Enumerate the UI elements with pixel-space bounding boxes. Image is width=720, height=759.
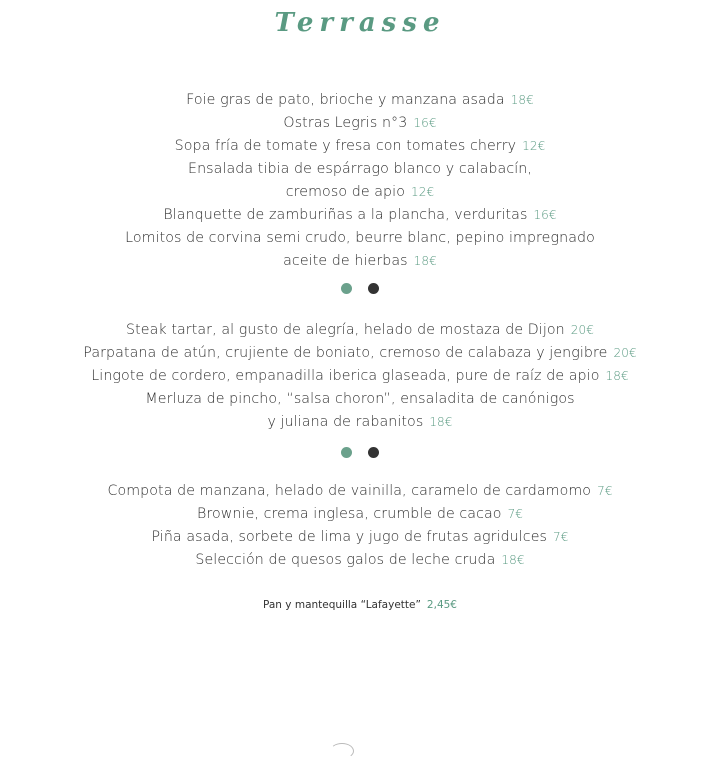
bread-butter-note bbox=[0, 599, 720, 611]
dish-price: 7€ bbox=[507, 507, 524, 521]
menu-item bbox=[0, 112, 720, 135]
dish-name: Parpatana de atún, crujiente de boniato, cremoso de calabaza y jengibre bbox=[83, 345, 608, 361]
menu-item bbox=[0, 181, 720, 204]
dish-price: 7€ bbox=[597, 484, 613, 498]
divider-dot-dark bbox=[368, 283, 379, 294]
menu-title: Terrasse bbox=[274, 8, 446, 38]
menu-item bbox=[0, 135, 720, 158]
dish-name: Ensalada tibia de espárrago blanco y calabacín, bbox=[188, 161, 532, 177]
menu-item bbox=[0, 319, 720, 342]
dish-price: 16€ bbox=[533, 208, 557, 222]
desserts-section bbox=[0, 480, 720, 572]
menu-item bbox=[0, 411, 720, 434]
dish-price: 12€ bbox=[522, 139, 546, 153]
menu-item bbox=[0, 388, 720, 411]
dish-price: 16€ bbox=[413, 116, 437, 130]
dish-name: Sopa fría de tomate y fresa con tomates cherry bbox=[174, 138, 517, 154]
menu-item bbox=[0, 89, 720, 112]
starters-section bbox=[0, 89, 720, 273]
menu-item bbox=[0, 250, 720, 273]
dish-name: Lingote de cordero, empanadilla iberica glaseada, pure de raíz de apio bbox=[91, 368, 600, 384]
menu-item bbox=[0, 526, 720, 549]
section-divider bbox=[0, 283, 720, 297]
dish-price: 7€ bbox=[553, 530, 569, 544]
footer-price: 2,45€ bbox=[426, 599, 457, 611]
dish-name: Blanquette de zamburiñas a la plancha, verduritas bbox=[163, 207, 528, 223]
dish-price: 20€ bbox=[613, 346, 637, 360]
dish-price: 18€ bbox=[605, 369, 629, 383]
footer-text: Pan y mantequilla “Lafayette” bbox=[263, 599, 421, 611]
dish-name: Foie gras de pato, brioche y manzana asada bbox=[186, 92, 505, 108]
menu-item bbox=[0, 342, 720, 365]
dish-price: 18€ bbox=[501, 553, 525, 567]
dish-name: cremoso de apio bbox=[285, 184, 405, 200]
dish-name: Lomitos de corvina semi crudo, beurre blanc, pepino impregnado bbox=[125, 230, 595, 246]
dish-name: Merluza de pincho, “salsa choron”, ensaladita de canónigos bbox=[145, 391, 575, 407]
menu-item bbox=[0, 503, 720, 526]
section-divider bbox=[0, 447, 720, 461]
dish-name: Selección de quesos galos de leche cruda bbox=[195, 552, 496, 568]
divider-dot-dark bbox=[368, 447, 379, 458]
dish-name: y juliana de rabanitos bbox=[267, 414, 424, 430]
dish-price: 12€ bbox=[410, 185, 435, 199]
divider-dot-green bbox=[341, 447, 352, 458]
menu-item bbox=[0, 204, 720, 227]
mains-section bbox=[0, 319, 720, 434]
menu-item bbox=[0, 158, 720, 181]
dish-name: Compota de manzana, helado de vainilla, caramelo de cardamomo bbox=[107, 483, 592, 499]
dish-price: 20€ bbox=[570, 323, 594, 337]
dish-price: 18€ bbox=[429, 415, 453, 429]
dish-price: 18€ bbox=[510, 93, 534, 107]
menu-item bbox=[0, 480, 720, 503]
menu-item bbox=[0, 365, 720, 388]
dish-name: Steak tartar, al gusto de alegría, helado de mostaza de Dijon bbox=[126, 322, 565, 338]
dish-price: 18€ bbox=[413, 254, 437, 268]
dish-name: Piña asada, sorbete de lima y jugo de frutas agridulces bbox=[151, 529, 548, 545]
divider-dot-green bbox=[341, 283, 352, 294]
dish-name: aceite de hierbas bbox=[283, 253, 408, 269]
logo-mark bbox=[330, 743, 354, 759]
dish-name: Ostras Legris n°3 bbox=[283, 115, 408, 131]
menu-item bbox=[0, 549, 720, 572]
menu-item bbox=[0, 227, 720, 250]
dish-name: Brownie, crema inglesa, crumble de cacao bbox=[196, 506, 502, 522]
